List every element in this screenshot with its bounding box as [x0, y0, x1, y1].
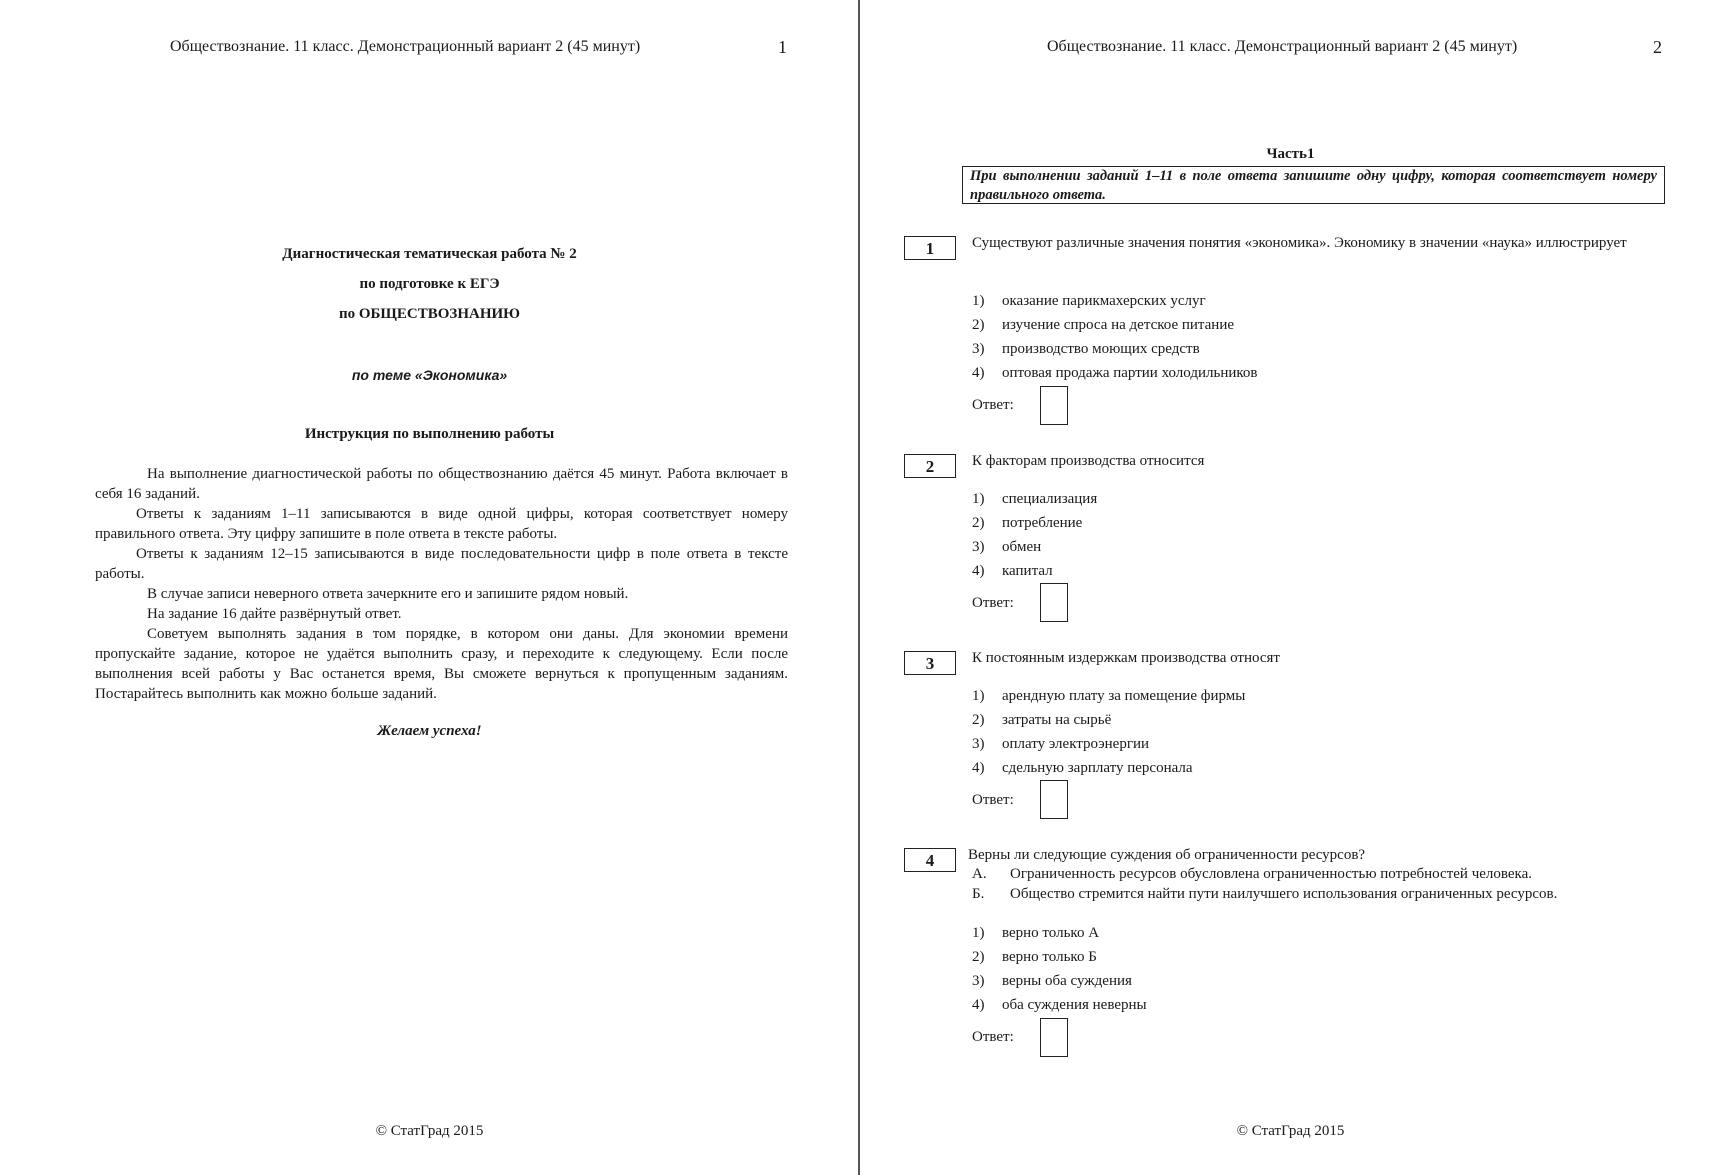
answer-label: Ответ:	[972, 397, 1014, 413]
instructions-text	[95, 464, 788, 704]
answer-option: 1) арендную плату за помещение фирмы	[972, 688, 1246, 704]
answer-option: 3) оплату электроэнергии	[972, 736, 1150, 752]
page-header: Обществознание. 11 класс. Демонстрационный вариант 2 (45 минут)	[1047, 38, 1518, 55]
answer-label: Ответ:	[972, 1029, 1014, 1045]
task-number: 2	[904, 454, 956, 478]
page-number: 1	[778, 37, 787, 57]
answer-option: 2) изучение спроса на детское питание	[972, 317, 1235, 333]
instructions-paragraph: Ответы к заданиям 1–11 записываются в виде одной цифры, которая соответствует номеру правильного ответа. Эту цифру запишите в поле ответа в тексте работы.	[95, 506, 788, 542]
task-question: Верны ли следующие суждения об ограниченности ресурсов?	[968, 847, 1366, 863]
answer-label: Ответ:	[972, 792, 1014, 808]
page-divider	[858, 0, 860, 1175]
statement: Б. Общество стремится найти пути наилучшего использования ограниченных ресурсов.	[972, 886, 1558, 902]
page-footer: © СтатГрад 2015	[375, 1123, 484, 1139]
answer-input-box[interactable]	[1040, 386, 1068, 425]
answer-option: 3) обмен	[972, 539, 1042, 555]
task-number: 3	[904, 651, 956, 675]
doc-title-line-1: Диагностическая тематическая работа № 2	[282, 246, 577, 262]
good-luck-text: Желаем успеха!	[377, 723, 482, 739]
page-number: 2	[1653, 37, 1662, 57]
answer-option: 4) капитал	[972, 563, 1053, 579]
task-question: К постоянным издержкам производства относят	[972, 650, 1280, 666]
page-1	[0, 0, 859, 1175]
answer-option: 2) потребление	[972, 515, 1083, 531]
task-question: Существуют различные значения понятия «экономика». Экономику в значении «наука» иллюстрирует	[972, 235, 1627, 251]
answer-option: 3) верны оба суждения	[972, 973, 1132, 989]
answer-option: 4) оба суждения неверны	[972, 997, 1147, 1013]
answer-label: Ответ:	[972, 595, 1014, 611]
doc-title-line-3: по ОБЩЕСТВОЗНАНИЮ	[338, 306, 521, 322]
statement: А. Ограниченность ресурсов обусловлена ограниченностью потребностей человека.	[972, 866, 1532, 882]
answer-option: 4) сдельную зарплату персонала	[972, 760, 1193, 776]
task-question: К факторам производства относится	[972, 453, 1205, 469]
doc-topic: по теме «Экономика»	[351, 367, 508, 383]
answer-option: 1) верно только А	[972, 925, 1100, 941]
instructions-paragraph: Ответы к заданиям 12–15 записываются в виде последовательности цифр в поле ответа в тексте работы.	[95, 546, 788, 582]
answer-option: 4) оптовая продажа партии холодильников	[972, 365, 1258, 381]
instructions-paragraph: Советуем выполнять задания в том порядке, в котором они даны. Для экономии времени пропускайте задание, которое не удаётся выполнить сразу, и переходите к следующему. Если после выполнения всей работы у Вас останется время, Вы сможете вернуться к пропущенным заданиям. Постарайтесь выполнить как можно больше заданий.	[95, 626, 788, 702]
page-2	[861, 0, 1720, 1175]
answer-option: 2) затраты на сырьё	[972, 712, 1112, 728]
answer-input-box[interactable]	[1040, 780, 1068, 819]
part-title: Часть1	[1266, 146, 1315, 162]
task-number: 4	[904, 848, 956, 872]
instructions-paragraph: На задание 16 дайте развёрнутый ответ.	[147, 606, 402, 622]
page-footer: © СтатГрад 2015	[1236, 1123, 1345, 1139]
answer-option: 1) оказание парикмахерских услуг	[972, 293, 1206, 309]
answer-option: 1) специализация	[972, 491, 1098, 507]
answer-option: 3) производство моющих средств	[972, 341, 1200, 357]
instructions-paragraph: На выполнение диагностической работы по обществознанию даётся 45 минут. Работа включает в себя 16 заданий.	[95, 466, 788, 502]
instructions-title: Инструкция по выполнению работы	[304, 426, 555, 442]
answer-input-box[interactable]	[1040, 1018, 1068, 1057]
part-instruction: При выполнении заданий 1–11 в поле ответа запишите одну цифру, которая соответствует номеру правильного ответа.	[962, 166, 1665, 204]
answer-input-box[interactable]	[1040, 583, 1068, 622]
answer-option: 2) верно только Б	[972, 949, 1097, 965]
page-header: Обществознание. 11 класс. Демонстрационный вариант 2 (45 минут)	[170, 38, 641, 55]
doc-title-line-2: по подготовке к ЕГЭ	[359, 276, 500, 292]
instructions-paragraph: В случае записи неверного ответа зачеркните его и запишите рядом новый.	[147, 586, 629, 602]
task-number: 1	[904, 236, 956, 260]
